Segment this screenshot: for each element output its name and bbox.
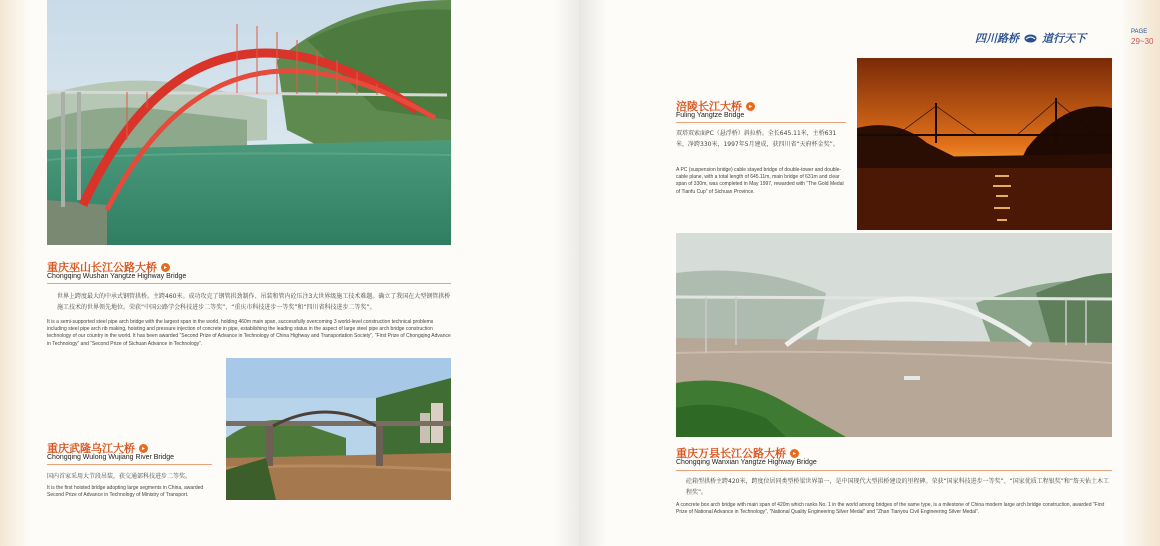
wulong-desc-zh: 国内首家采用大节段吊装，获交通部科技进步二等奖。 xyxy=(47,473,192,480)
left-page xyxy=(0,0,579,546)
wushan-desc-zh: 世界上跨度最大的中承式钢管拱桥。主跨460米。成功攻克了钢管拱劲制作、吊装和管内砼压注3大世界级施工技术难题。确立了我国在大型钢管拱桥施工技术的世界领先地位。荣获“中国公路学会科技进步二等奖”、“重庆市科技进步一等奖”和“四川省科技进步二等奖”。 xyxy=(57,293,451,311)
wulong-title-zh: 重庆武隆乌江大桥 ▸ xyxy=(47,440,148,456)
wulong-bridge-photo xyxy=(226,358,451,500)
fuling-title-en: Fuling Yangtze Bridge xyxy=(676,112,745,119)
page-header xyxy=(975,30,1086,46)
divider xyxy=(47,283,451,284)
arrow-icon: ▸ xyxy=(139,444,148,453)
fuling-desc-en: A PC (suspension bridge) cable stayed bridge of double-tower and double-cable plane, with a total length of 645.11m, main bridge of 631m and clear span of 330m, was completed in May 1997, rewarded with “The Gold Medal of Tianfu Cup” of Sichuan Province. xyxy=(676,167,844,195)
arrow-icon: ▸ xyxy=(746,102,755,111)
company-logo-icon xyxy=(1024,34,1037,43)
divider xyxy=(47,464,212,465)
wushan-desc-en: It is a semi-supported steel pipe arch bridge with the largest span in the world, holding 460m main span, successfully overcoming 3 world-level construction technical problems including steel pipe arch rib making, hoisting and pressure injection of concrete in pipe, establishing the leading status in the aspect of large steel pipe arch bridge construction technology of our country in the world. It has been awarded “Second Prize of Advance in Technology of China Highway and Transportation Society”, “First Prize of Chongqing Advance in Technology” and “Second Prize of Sichuan Advance in Technology”. xyxy=(47,319,451,347)
fuling-title-zh: 涪陵长江大桥 ▸ xyxy=(676,98,755,114)
divider xyxy=(676,122,846,123)
wanxian-desc-zh: 砼箱型拱桥主跨420米，跨度位居同类型桥梁世界第一，是中国现代大型拱桥建设的里程碑。荣获“国家科技进步一等奖”、“国家优质工程银奖”和“詹天佑土木工程奖”。 xyxy=(686,478,1109,496)
page-edge-tint xyxy=(0,0,30,546)
header-left-text: 四川路桥 xyxy=(975,32,1019,45)
wushan-title-en: Chongqing Wushan Yangtze Highway Bridge xyxy=(47,273,187,280)
page-label: PAGE xyxy=(1131,29,1148,35)
wanxian-desc-en: A concrete box arch bridge with main span of 420m which ranks No. 1 in the world among bridges of the same type, is a milestone of China modern large arch bridge construction, awarded “First Prize of National Advance in Technology”, “National Quality Engineering Silver Medal” and “Zhan Tianyou Civil Engineering Silver Medal”. xyxy=(676,502,1105,516)
gutter-shadow xyxy=(581,0,607,546)
right-page xyxy=(581,0,1160,546)
wanxian-title-en: Chongqing Wanxian Yangtze Highway Bridge xyxy=(676,459,817,466)
fuling-desc-zh: 双塔双索面PC（悬浮桥）斜拉桥。全长645.11米，主桥631米，净跨330米，1997年5月建成，获四川省“天府杯金奖”。 xyxy=(676,130,839,148)
wanxian-title-zh: 重庆万县长江公路大桥 ▸ xyxy=(676,445,799,461)
gutter-shadow xyxy=(553,0,579,546)
wulong-desc-en: It is the first hoisted bridge adopting large segments in China, awarded Second Prize of Advance in Technology of Ministry of Transport. xyxy=(47,485,204,499)
page-edge-tint xyxy=(1120,0,1160,546)
page-numbers: 29~30 xyxy=(1131,37,1154,46)
arrow-icon: ▸ xyxy=(790,449,799,458)
page-number-box xyxy=(1131,28,1153,46)
fuling-bridge-photo xyxy=(857,58,1112,230)
header-right-text: 道行天下 xyxy=(1042,32,1086,45)
divider xyxy=(676,470,1112,471)
wushan-title-zh: 重庆巫山长江公路大桥 ▸ xyxy=(47,259,170,275)
wushan-bridge-photo xyxy=(47,0,451,245)
arrow-icon: ▸ xyxy=(161,263,170,272)
wulong-title-en: Chongqing Wulong Wujiang River Bridge xyxy=(47,454,174,461)
wanxian-bridge-photo xyxy=(676,233,1112,437)
